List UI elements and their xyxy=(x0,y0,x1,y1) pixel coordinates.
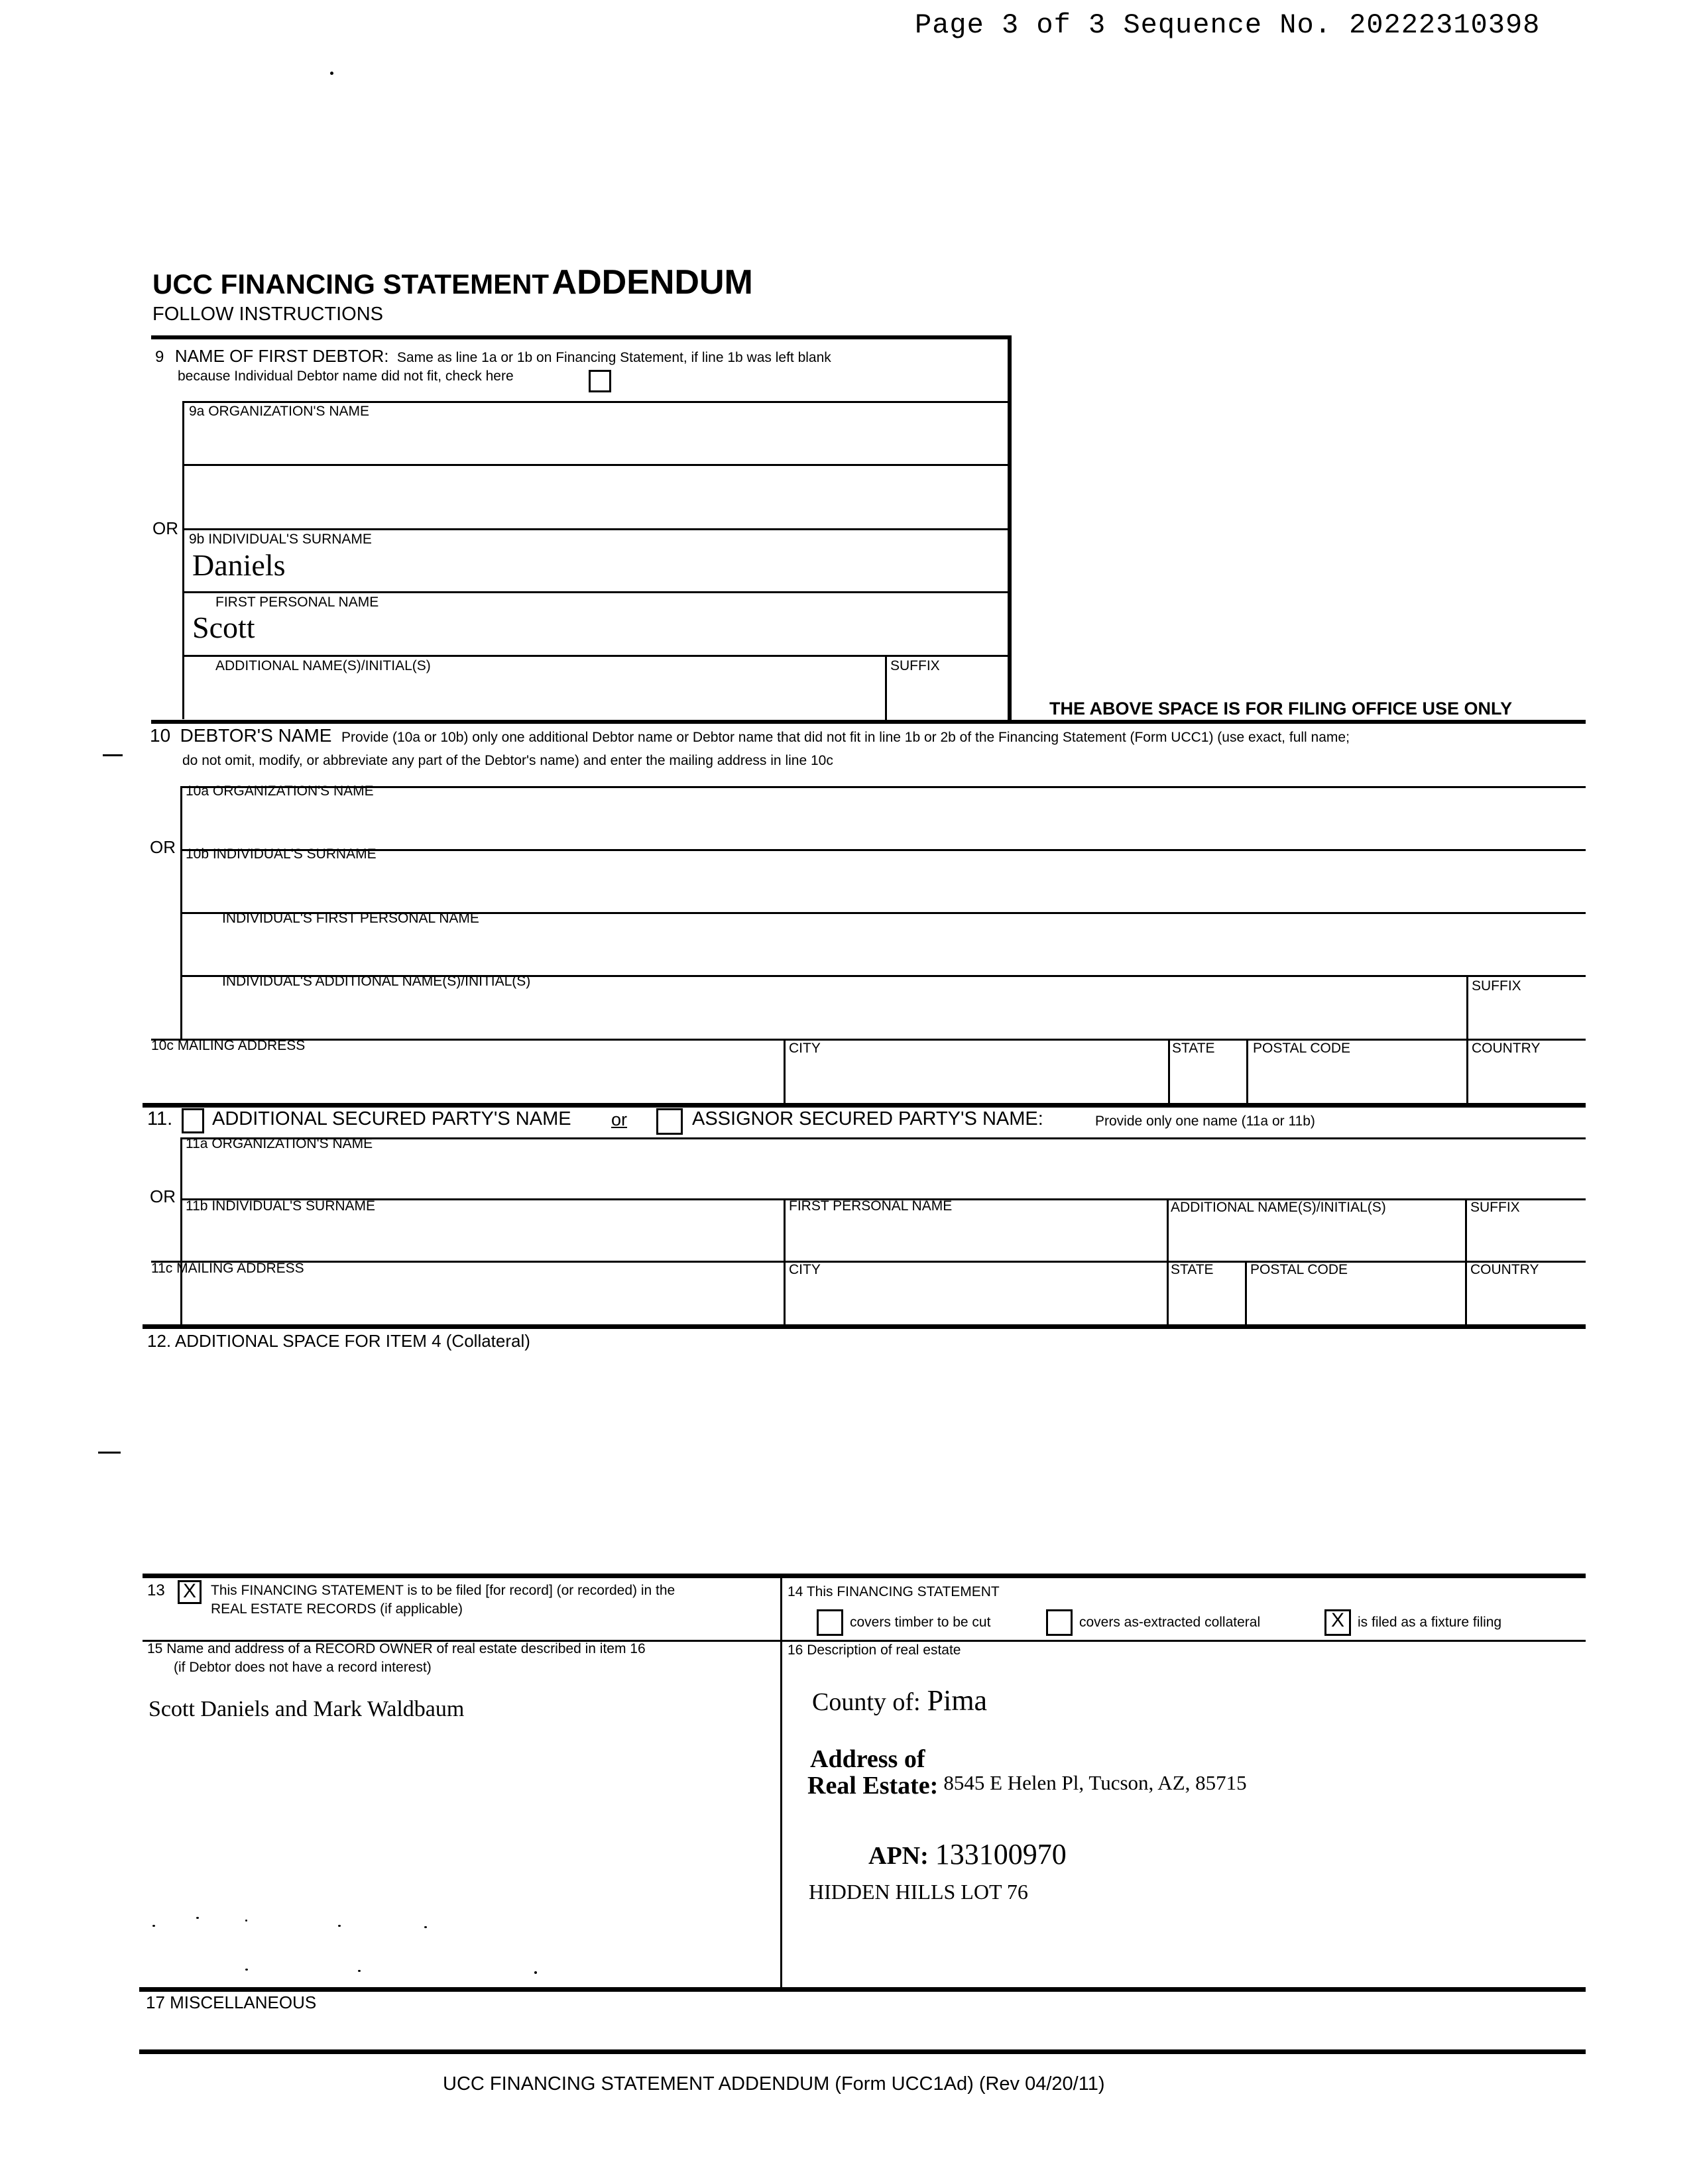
item16-apn-value: 133100970 xyxy=(935,1838,1067,1870)
item10c-mailing-label: 10c MAILING ADDRESS xyxy=(151,1038,306,1053)
item11-heading: 11. xyxy=(147,1108,173,1129)
item16-address-label-line2: Real Estate: xyxy=(807,1772,939,1800)
item16-county xyxy=(812,1684,987,1717)
item11-country-label: COUNTRY xyxy=(1470,1262,1539,1277)
item11-additional-party-label: ADDITIONAL SECURED PARTY'S NAME xyxy=(212,1108,571,1129)
item14-timber-checkbox[interactable] xyxy=(817,1609,843,1636)
item13-text-line2: REAL ESTATE RECORDS (if applicable) xyxy=(211,1601,463,1617)
item10a-org-label: 10a ORGANIZATION'S NAME xyxy=(186,783,374,799)
item11-additional-name-label: ADDITIONAL NAME(S)/INITIAL(S) xyxy=(1171,1200,1386,1215)
item11-provide-text: Provide only one name (11a or 11b) xyxy=(1095,1114,1315,1129)
form-title xyxy=(152,262,753,302)
item11-assignor-party-checkbox[interactable] xyxy=(656,1108,683,1135)
item16-county-label: County of: xyxy=(812,1688,921,1716)
item10-country-label: COUNTRY xyxy=(1472,1041,1541,1056)
item16-address-value: 8545 E Helen Pl, Tucson, AZ, 85715 xyxy=(943,1771,1247,1794)
scan-speck xyxy=(196,1917,199,1919)
item11-or-label: OR xyxy=(150,1186,176,1206)
margin-tick xyxy=(103,754,123,756)
scan-speck xyxy=(245,1920,247,1922)
item11-top-rule xyxy=(143,1103,1586,1108)
item11b-surname-label: 11b INDIVIDUAL'S SURNAME xyxy=(186,1198,376,1214)
scan-speck xyxy=(152,1925,155,1927)
item10-additional-name-label: INDIVIDUAL'S ADDITIONAL NAME(S)/INITIAL(S) xyxy=(222,974,531,989)
item10b-surname-label: 10b INDIVIDUAL'S SURNAME xyxy=(186,846,377,862)
item16-apn xyxy=(868,1837,1067,1871)
item15-label-line2: (if Debtor does not have a record interest) xyxy=(174,1660,432,1675)
item11a-org-label: 11a ORGANIZATION'S NAME xyxy=(186,1136,373,1151)
item11-assignor-label: ASSIGNOR SECURED PARTY'S NAME: xyxy=(692,1108,1043,1129)
item14-extracted-checkbox[interactable] xyxy=(1046,1609,1073,1636)
form-title-main: UCC FINANCING STATEMENT xyxy=(152,268,550,300)
margin-tick-2 xyxy=(98,1452,121,1454)
item13-text-line1: This FINANCING STATEMENT is to be filed [for record] (or recorded) in the xyxy=(211,1583,675,1598)
item13-real-estate-checkbox[interactable]: X xyxy=(178,1580,202,1604)
item14-timber-label: covers timber to be cut xyxy=(850,1615,991,1630)
item14-fixture-checkbox[interactable]: X xyxy=(1324,1609,1351,1636)
item9b-surname-value: Daniels xyxy=(192,548,286,582)
item14-fixture-label: is filed as a fixture filing xyxy=(1358,1615,1502,1630)
item10-or-label: OR xyxy=(150,837,176,857)
form-title-addendum: ADDENDUM xyxy=(552,263,753,302)
item10-heading: 10 DEBTOR'S NAME Provide (10a or 10b) only one additional Debtor name or Debtor name that did not fit in line 1b or 2b of the Financing Statement (Form UCC1) (use exact, full name; xyxy=(150,725,1350,746)
item13-num: 13 xyxy=(147,1581,165,1599)
item15-label-line1: 15 Name and address of a RECORD OWNER of real estate described in item 16 xyxy=(147,1641,646,1656)
item9-heading: 9 NAME OF FIRST DEBTOR: Same as line 1a or 1b on Financing Statement, if line 1b was left blank xyxy=(155,346,831,366)
item16-legal-description: HIDDEN HILLS LOT 76 xyxy=(809,1880,1028,1904)
item9-top-rule xyxy=(151,335,1012,339)
item12-label: 12. ADDITIONAL SPACE FOR ITEM 4 (Collateral) xyxy=(147,1331,530,1351)
item9b-surname-label: 9b INDIVIDUAL'S SURNAME xyxy=(189,532,372,547)
item16-address-label-line1: Address of xyxy=(810,1745,925,1773)
item9-first-name-label: FIRST PERSONAL NAME xyxy=(215,595,379,610)
item10-state-label: STATE xyxy=(1172,1041,1215,1056)
item14-extracted-label: covers as-extracted collateral xyxy=(1079,1615,1261,1630)
item11-suffix-label: SUFFIX xyxy=(1470,1200,1520,1215)
item11-state-label: STATE xyxy=(1171,1262,1214,1277)
item16-address-row xyxy=(807,1771,1247,1800)
item10-first-name-label: INDIVIDUAL'S FIRST PERSONAL NAME xyxy=(222,911,479,926)
item16-county-value: Pima xyxy=(927,1684,988,1717)
item11-or-word: or xyxy=(611,1110,628,1129)
item10-top-rule xyxy=(151,720,1586,724)
item9-or-label: OR xyxy=(152,518,178,538)
scan-speck xyxy=(534,1971,537,1974)
item13-top-rule xyxy=(143,1574,1586,1578)
page-sequence-header: Page 3 of 3 Sequence No. 20222310398 xyxy=(915,9,1541,41)
follow-instructions: FOLLOW INSTRUCTIONS xyxy=(152,304,384,325)
filing-office-note: THE ABOVE SPACE IS FOR FILING OFFICE USE ONLY xyxy=(1049,699,1513,718)
item9-first-name-value: Scott xyxy=(192,610,255,644)
item9-same-as-checkbox[interactable] xyxy=(589,370,611,392)
scan-speck xyxy=(330,72,333,75)
item11c-mailing-label: 11c MAILING ADDRESS xyxy=(151,1261,304,1276)
item11-additional-party-checkbox[interactable] xyxy=(182,1108,204,1133)
item10-city-label: CITY xyxy=(789,1041,821,1056)
item10-postal-label: POSTAL CODE xyxy=(1253,1041,1351,1056)
form-footer: UCC FINANCING STATEMENT ADDENDUM (Form UCC1Ad) (Rev 04/20/11) xyxy=(443,2073,1105,2095)
item10-heading-line2: do not omit, modify, or abbreviate any part of the Debtor's name) and enter the mailing address in line 10c xyxy=(182,753,833,768)
item17-bottom-rule xyxy=(139,2049,1586,2054)
scan-speck xyxy=(358,1970,361,1972)
item16-apn-label: APN: xyxy=(868,1842,929,1870)
item9-heading-line2: because Individual Debtor name did not fit, check here xyxy=(178,369,514,384)
scan-speck xyxy=(424,1926,427,1928)
item12-top-rule xyxy=(143,1324,1586,1329)
item9-suffix-label: SUFFIX xyxy=(890,658,940,673)
scan-speck xyxy=(338,1925,341,1927)
item11-first-name-label: FIRST PERSONAL NAME xyxy=(789,1198,953,1214)
item17-top-rule xyxy=(139,1987,1586,1992)
item16-label: 16 Description of real estate xyxy=(788,1642,961,1658)
item15-record-owner-value: Scott Daniels and Mark Waldbaum xyxy=(148,1697,465,1721)
item11-postal-label: POSTAL CODE xyxy=(1250,1262,1348,1277)
item11-city-label: CITY xyxy=(789,1262,821,1277)
item9-additional-name-label: ADDITIONAL NAME(S)/INITIAL(S) xyxy=(215,658,431,673)
scan-speck xyxy=(245,1969,248,1971)
item14-label: 14 This FINANCING STATEMENT xyxy=(788,1584,1000,1599)
item10-suffix-label: SUFFIX xyxy=(1472,978,1521,994)
item17-label: 17 MISCELLANEOUS xyxy=(146,1992,317,2012)
item9-right-rule xyxy=(1008,335,1012,721)
item9a-org-label: 9a ORGANIZATION'S NAME xyxy=(189,404,369,419)
